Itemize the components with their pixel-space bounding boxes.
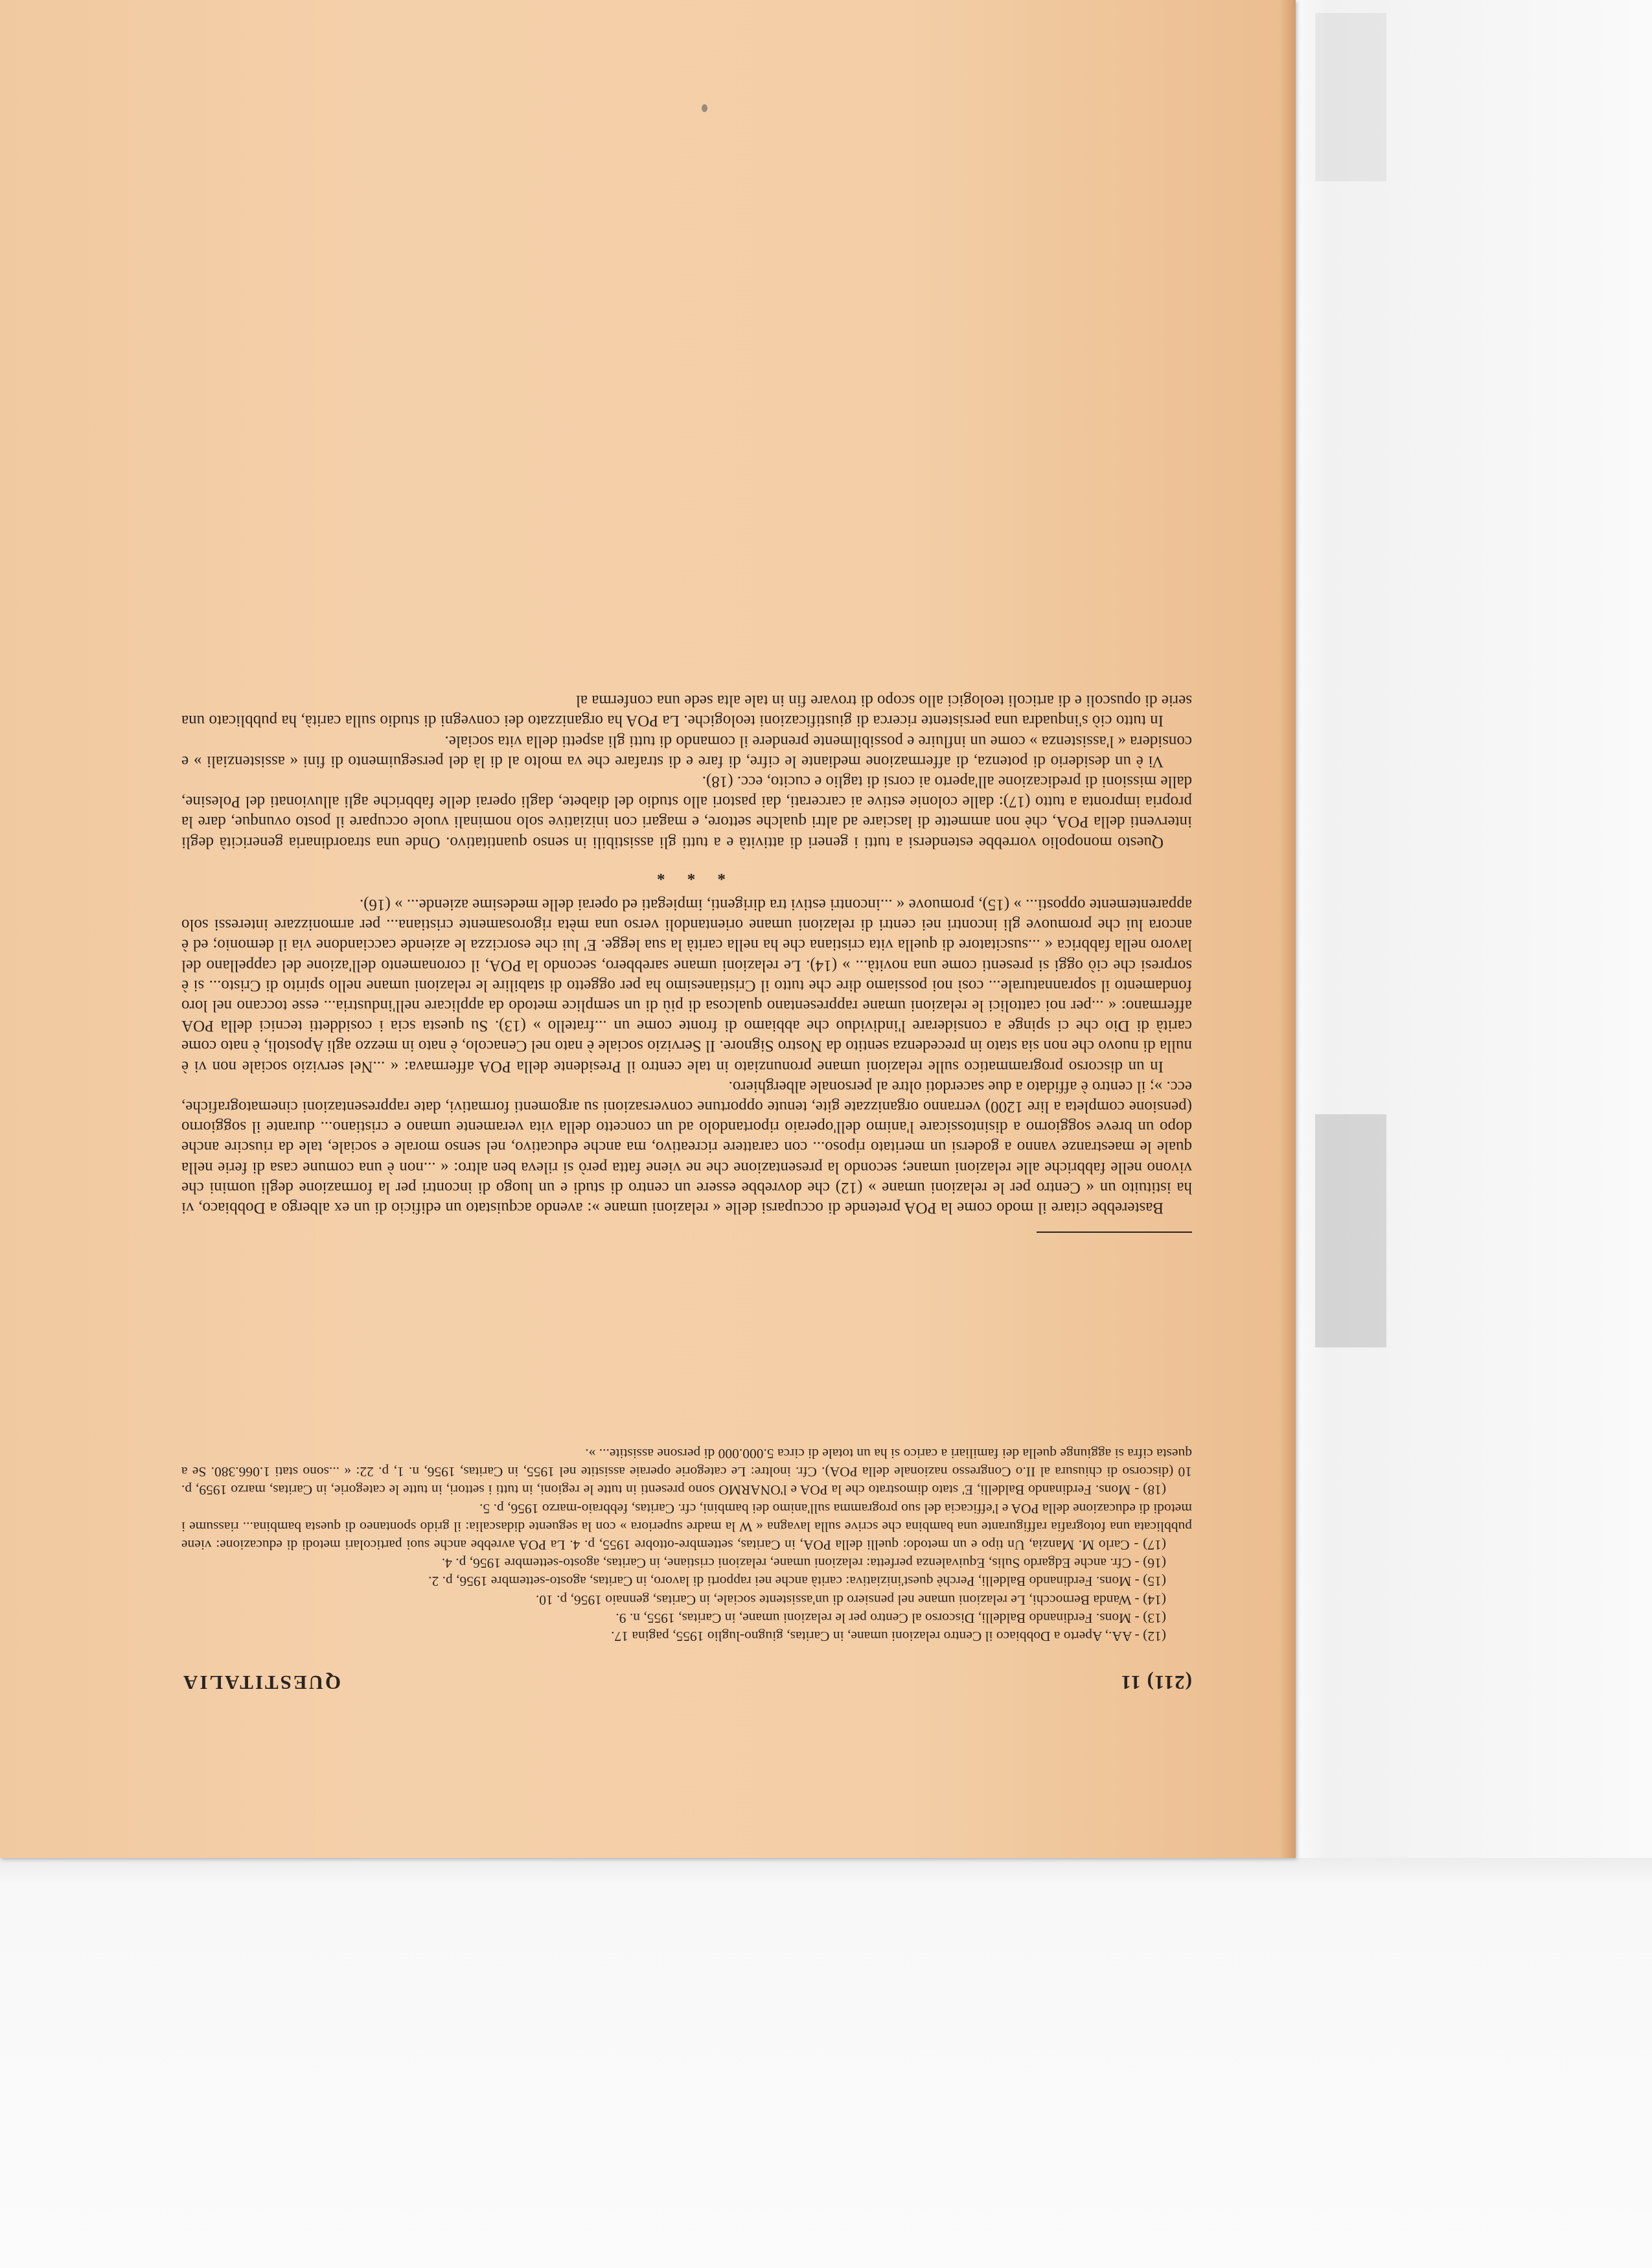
body-paragraph: Vi è un desiderio di potenza, di affermazione mediante le cifre, di fare e di strafare che va molto al di là del perseguimento di fini « assistenziali » e considera « l'assistenza » come un influire e possibilmente prendere il comando di tutti gli aspetti della vita sociale.: [181, 732, 1192, 770]
footnote-16: (16) - Cfr. anche Edgardo Sulis, Equivalenza perfetta: relazioni umane, relazioni cristiane, in Caritas, agosto-settembre 1956, p. 4.: [441, 1555, 1166, 1572]
footnote-13: (13) - Mons. Ferdinando Baldelli, Discorso al Centro per le relazioni umane, in Caritas, 1955, n. 9.: [615, 1610, 1166, 1626]
journal-title: QUESTITALIA: [181, 1671, 341, 1694]
page-number: (211) 11: [1120, 1671, 1192, 1694]
footnote-14: (14) - Wanda Bernocchi, Le relazioni umane nel pensiero di un'assistente sociale, in Caritas, gennaio 1956, p. 10.: [535, 1592, 1166, 1608]
punch-hole: [702, 104, 707, 112]
bleed-through-mark: [1315, 13, 1386, 181]
scanner-bed: [0, 1858, 1652, 2268]
footnote-18: (18) - Mons. Ferdinando Baldelli, E' stato dimostrato che la POA e l'ONARMO sono presenti in tutte le regioni, in tutti i settori, in tutte le categorie, in Caritas, marzo 1959, p. 10 (discorso di chiusura al II.o Congresso nazionale della POA). Cfr. inoltre: Le categorie operaie assistite nel 1955, in Caritas, 1956, n. 1, p. 22: « ...sono stati 1.066.380. Se a questa cifra si aggiunge quella dei familiari a carico si ha un totale di circa 5.000.000 di persone assistite... ».: [181, 1445, 1192, 1498]
page-content-upside-down: [181, 113, 1192, 1694]
footnotes: [181, 1445, 1192, 1645]
footnote-15: (15) - Mons. Ferdinando Baldelli, Perchè quest'iniziativa: carità anche nei rapporti di lavoro, in Caritas, agosto-settembre 1956, p. 2.: [428, 1574, 1166, 1590]
body-paragraph: In tutto ciò s'inquadra una persistente ricerca di giustificazioni teologiche. La POA ha organizzato dei convegni di studio sulla carità, ha pubblicato una serie di opuscoli e di articoli teologici allo scopo di trovare fin in tale alta sede una conferma al: [181, 692, 1192, 730]
bleed-through-mark: [1315, 1114, 1386, 1347]
footnote-12: (12) - AA., Aperto a Dobbiaco il Centro relazioni umane, in Caritas, giugno-luglio 1955, pagina 17.: [611, 1629, 1166, 1644]
section-separator: * * *: [648, 865, 726, 883]
running-header: [181, 1668, 1192, 1694]
body-paragraph: In un discorso programmatico sulle relazioni umane pronunziato in tale centro il Presidente della POA affermava: « ...Nel servizio sociale non vi è nulla di nuovo che non sia stato in precedenza sentito da Nostro Signore. Il Servizio sociale è nato nel Cenacolo, è nato in mezzo agli Apostoli, è nato come carità di Dio che ci spinge a considerare l'individuo che abbiamo di fronte come un ...fratello » (13). Su questa scia i cosiddetti tecnici della POA affermano: « ...per noi cattolici le relazioni umane rappresentano qualcosa di più di un semplice metodo da applicare nell'industria... esse toccano nel loro fondamento il soprannaturale... così noi possiamo dire che tutto il Cristianesimo ha per oggetto di stabilire le relazioni umane nello spirito di Cristo... si è sorpresi che ciò oggi si presenti come una novità... » (14). Le relazioni umane sarebbero, secondo la POA, il coronamento dell'azione del cappellano del lavoro nella fabbrica « ...suscitatore di quella vita cristiana che ha nella carità la sua legge. E' lui che esorcizza le aziende cacciandone via il demonio; ed è ancora lui che promuove gli incontri nei centri di relazioni umane orientandoli verso una mèta rigorosamente cristiana... per armonizzare interessi solo apparentemente opposti... » (15), promuove « ...incontri estivi tra dirigenti, impiegati ed operai delle medesime aziende... » (16).: [181, 895, 1192, 1075]
footnote-rule: [1037, 1231, 1192, 1233]
body-paragraph: Basterebbe citare il modo come la POA pretende di occuparsi delle « relazioni umane »: avendo acquistato un edificio di un ex albergo a Dobbiaco, vi ha istituito un « Centro per le relazioni umane » (12) che dovrebbe essere un centro di studi e un luogo di incontri per la formazione degli uomini che vivono nelle fabbriche alle relazioni umane; secondo la presentazione che ne viene fatta però si rileva ben altro: « ...non è una comune casa di ferie nella quale le maestranze vanno a godersi un meritato riposo... con carattere ricreativo, ma anche educativo, nel senso morale e sociale, tale da riuscire anche dopo un breve soggiorno a disintossicare l'animo dell'operaio riportandolo ad un concetto della vita veramente umano e cristiano... durante il soggiorno (pensione completa a lire 1200) verranno organizzate gite, tenute opportune conversazioni su argomenti formativi, date rappresentazioni cinematografiche, ecc. »; il centro è affidato a due sacerdoti oltre al personale alberghiero.: [181, 1077, 1192, 1217]
body-text: [181, 691, 1192, 1218]
page-edge-shadow: [1279, 0, 1296, 1858]
footnote-17: (17) - Carlo M. Manzia, Un tipo e un metodo: quelli della POA, in Caritas, settembre-ottobre 1955, p. 4. La POA avrebbe anche suoi particolari metodi di educazione: viene pubblicata una fotografia raffigurante una bambina che scrive sulla lavagna « W la madre superiora » con la seguente didascalia: il grido spontaneo di questa bambina... riassume i metodi di educazione della POA e l'efficacia del suo programma sull'animo dei bambini, cfr. Caritas, febbraio-marzo 1956, p. 5.: [181, 1500, 1192, 1553]
body-paragraph: Questo monopolio vorrebbe estendersi a tutti i generi di attività e a tutti gli assistibili in senso quantitativo. Onde una straordinaria genericità degli interventi della POA, chè non ammette di lasciare ad altri qualche settore, e magari con iniziative solo nominali vuole occupare il posto ovunque, dare la propria impronta a tutto (17): dalle colonie estive ai carcerati, dai pastori allo studio del diabete, dagli operai delle fabbriche agli alluvionati del Polesine, dalle missioni di predicazione all'aperto ai corsi di taglio e cucito, ecc. (18).: [181, 772, 1192, 851]
